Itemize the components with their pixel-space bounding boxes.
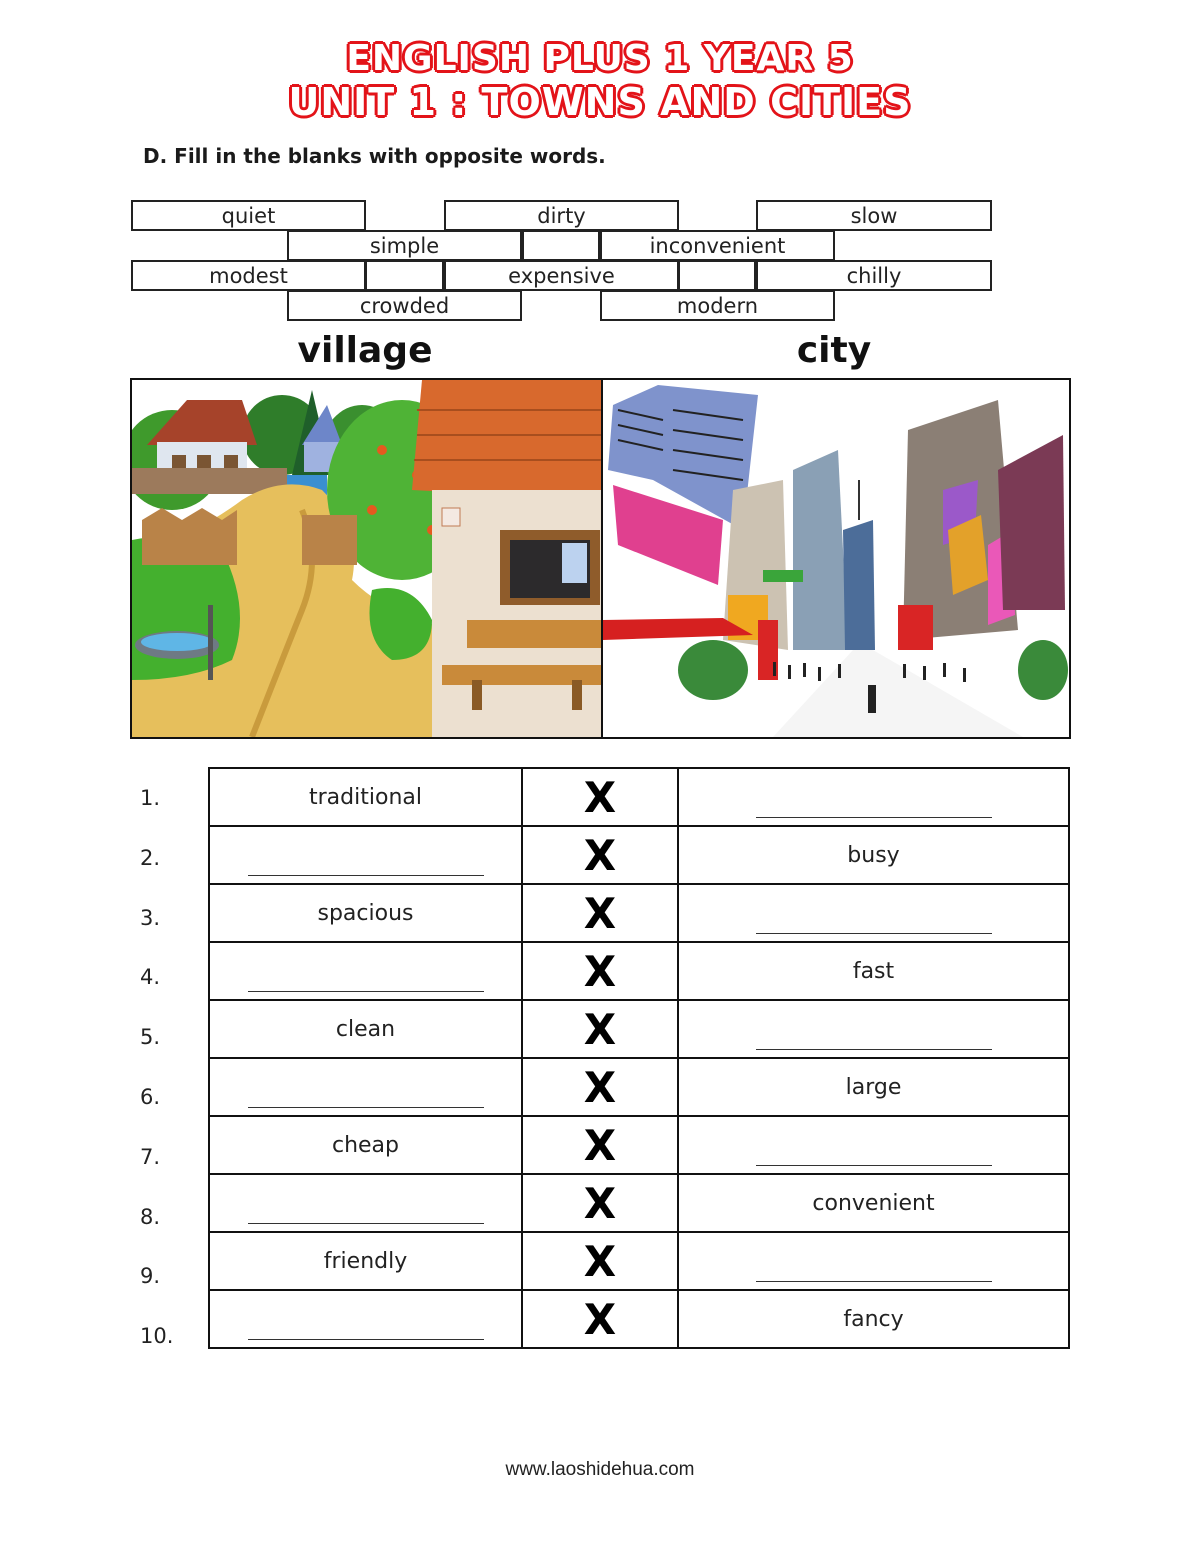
word-bank-item: modern <box>600 290 835 321</box>
worksheet-title-line1: ENGLISH PLUS 1 YEAR 5 <box>346 38 854 79</box>
city-word: fast <box>678 942 1069 1000</box>
village-word: clean <box>209 1000 522 1058</box>
worksheet-title-line2: UNIT 1 : TOWNS AND CITIES <box>288 80 912 124</box>
word-bank-item: dirty <box>444 200 679 231</box>
opposite-x-mark: X <box>522 884 678 942</box>
city-answer-cell[interactable] <box>678 1116 1069 1174</box>
table-row <box>209 826 1069 884</box>
opposite-x-mark: X <box>522 1232 678 1290</box>
city-word: fancy <box>678 1290 1069 1348</box>
picture-panel <box>130 378 1071 739</box>
village-word: cheap <box>209 1116 522 1174</box>
village-illustration <box>132 380 603 737</box>
opposite-x-mark: X <box>522 1116 678 1174</box>
heading-city: city <box>796 330 872 371</box>
opposite-x-mark: X <box>522 942 678 1000</box>
footer-url: www.laoshidehua.com <box>505 1459 695 1480</box>
opposite-x-mark: X <box>522 1058 678 1116</box>
word-bank-item: inconvenient <box>600 230 835 261</box>
table-row <box>209 1232 1069 1290</box>
word-bank-item: quiet <box>131 200 366 231</box>
city-answer-cell[interactable] <box>678 1000 1069 1058</box>
village-scene-icon <box>132 380 601 737</box>
opposite-x-mark: X <box>522 768 678 826</box>
answer-blank[interactable] <box>248 1199 484 1224</box>
row-number: 8. <box>140 1204 161 1229</box>
city-word: busy <box>678 826 1069 884</box>
village-answer-cell[interactable] <box>209 1290 522 1348</box>
village-word: friendly <box>209 1232 522 1290</box>
table-row <box>209 942 1069 1000</box>
row-number: 7. <box>140 1144 161 1169</box>
word-bank-empty-cell <box>522 230 600 261</box>
table-row <box>209 1290 1069 1348</box>
answer-blank[interactable] <box>756 1025 992 1050</box>
city-answer-cell[interactable] <box>678 768 1069 826</box>
answer-blank[interactable] <box>248 851 484 876</box>
table-row <box>209 1000 1069 1058</box>
row-number: 1. <box>140 786 161 810</box>
village-word: traditional <box>209 768 522 826</box>
answer-blank[interactable] <box>756 793 992 818</box>
opposite-x-mark: X <box>522 826 678 884</box>
row-number: 6. <box>140 1085 161 1109</box>
city-word: convenient <box>678 1174 1069 1232</box>
answer-blank[interactable] <box>756 909 992 934</box>
row-number: 10. <box>140 1324 174 1349</box>
row-number: 2. <box>140 845 161 870</box>
opposite-x-mark: X <box>522 1174 678 1232</box>
city-scene-icon <box>603 380 1069 737</box>
table-row <box>209 1116 1069 1174</box>
opposites-table <box>208 767 1070 1349</box>
city-answer-cell[interactable] <box>678 1232 1069 1290</box>
village-answer-cell[interactable] <box>209 942 522 1000</box>
word-bank-item: modest <box>131 260 366 291</box>
village-answer-cell[interactable] <box>209 826 522 884</box>
answer-blank[interactable] <box>756 1257 992 1282</box>
table-row <box>209 1174 1069 1232</box>
answer-blank[interactable] <box>248 1083 484 1108</box>
table-row <box>209 1058 1069 1116</box>
row-number: 5. <box>140 1025 161 1050</box>
word-bank-empty-cell <box>365 260 444 291</box>
village-word: spacious <box>209 884 522 942</box>
table-row <box>209 884 1069 942</box>
answer-blank[interactable] <box>756 1141 992 1166</box>
village-answer-cell[interactable] <box>209 1058 522 1116</box>
opposite-x-mark: X <box>522 1290 678 1348</box>
row-number: 4. <box>140 965 161 990</box>
instruction-text: D. Fill in the blanks with opposite words. <box>143 144 606 168</box>
answer-blank[interactable] <box>248 967 484 992</box>
word-bank-item: expensive <box>444 260 679 291</box>
row-number: 3. <box>140 905 161 930</box>
heading-village: village <box>297 330 433 371</box>
city-illustration <box>603 380 1069 737</box>
word-bank-item: simple <box>287 230 522 261</box>
row-number: 9. <box>140 1264 161 1289</box>
answer-blank[interactable] <box>248 1315 484 1340</box>
village-answer-cell[interactable] <box>209 1174 522 1232</box>
table-row <box>209 768 1069 826</box>
city-answer-cell[interactable] <box>678 884 1069 942</box>
word-bank-item: chilly <box>756 260 992 291</box>
opposite-x-mark: X <box>522 1000 678 1058</box>
word-bank-empty-cell <box>678 260 756 291</box>
word-bank-item: slow <box>756 200 992 231</box>
word-bank-item: crowded <box>287 290 522 321</box>
city-word: large <box>678 1058 1069 1116</box>
